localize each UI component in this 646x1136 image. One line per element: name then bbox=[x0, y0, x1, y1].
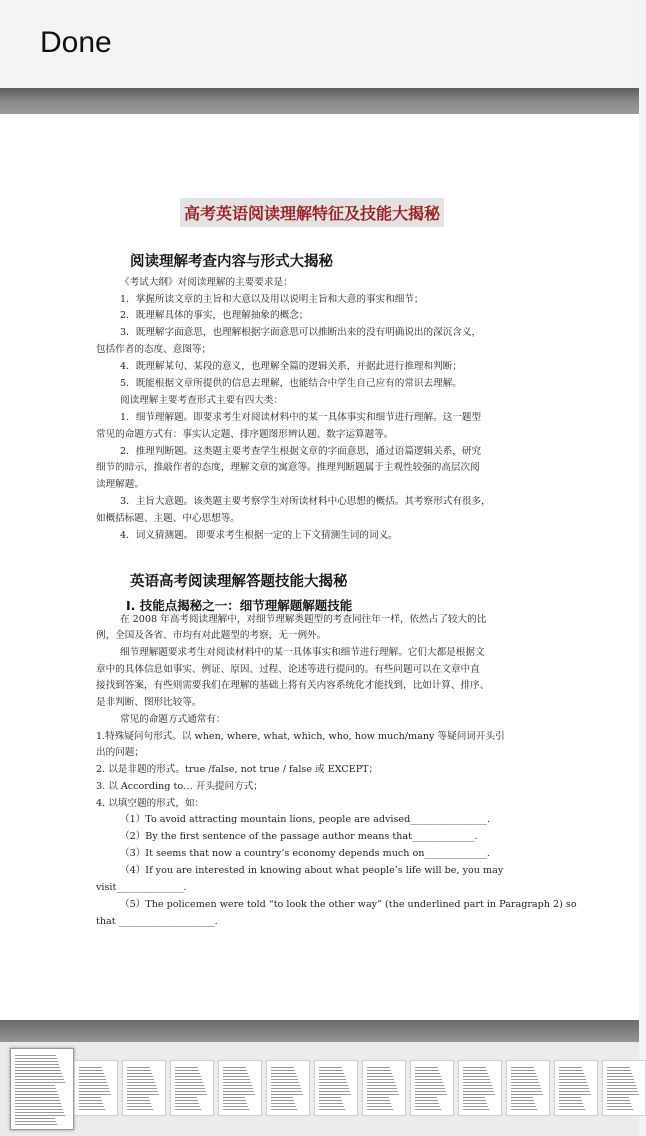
page-thumbnail[interactable] bbox=[410, 1060, 454, 1116]
section2-line: （1）To avoid attracting mountain lions, people are advised________________. bbox=[120, 814, 491, 825]
top-toolbar-shadow bbox=[0, 88, 639, 114]
section1-line: 3．主旨大意题。该类题主要考察学生对所读材料中心思想的概括。其考察形式有很多， bbox=[120, 496, 491, 507]
section2-line: 细节理解题要求考生对阅读材料中的某一具体事实和细节进行理解。它们大都是根据文 bbox=[120, 647, 485, 658]
section1-line: 4．词义猜测题。 即要求考生根据一定的上下文猜测生词的词义。 bbox=[120, 530, 398, 541]
page-thumbnail[interactable] bbox=[362, 1060, 406, 1116]
section2-line: that ____________________. bbox=[96, 916, 218, 927]
section2-line: 例，全国及各省、市均有对此题型的考察，无一例外。 bbox=[96, 630, 327, 641]
section2-line: 出的问题； bbox=[96, 747, 144, 758]
navigation-bar bbox=[0, 0, 639, 88]
section-heading-skills: 英语高考阅读理解答题技能大揭秘 bbox=[130, 574, 348, 590]
section2-line: 章中的具体信息如事实、例证、原因、过程、论述等进行提问的。有些问题可以在文章中直 bbox=[96, 664, 480, 675]
page-thumbnail[interactable] bbox=[266, 1060, 310, 1116]
section1-line: 5．既能根据文章所提供的信息去理解，也能结合中学生自己应有的常识去理解。 bbox=[120, 378, 462, 389]
section1-line: 3．既理解字面意思，也理解根据字面意思可以推断出来的没有明确说出的深沉含义， bbox=[120, 327, 482, 338]
document-title: 高考英语阅读理解特征及技能大揭秘 bbox=[180, 198, 444, 227]
section1-line: 阅读理解主要考查形式主要有四大类： bbox=[120, 395, 284, 406]
section2-line: 常见的命题方式通常有： bbox=[120, 714, 226, 725]
page-thumbnail[interactable] bbox=[170, 1060, 214, 1116]
section2-line: 4. 以填空题的形式，如： bbox=[96, 798, 205, 809]
section1-line: 2．既理解具体的事实，也理解抽象的概念； bbox=[120, 310, 309, 321]
page-thumbnail[interactable] bbox=[314, 1060, 358, 1116]
section2-line: （3）It seems that now a country’s economy depends much on_____________. bbox=[120, 848, 490, 859]
section1-line: 2．推理判断题。这类题主要考查学生根据文章的字面意思，通过语篇逻辑关系，研究 bbox=[120, 446, 482, 457]
section2-line: 在 2008 年高考阅读理解中，对细节理解类题型的考查同往年一样，依然占了较大的比 bbox=[120, 614, 487, 625]
section2-line: （2）By the first sentence of the passage author means that_____________. bbox=[120, 831, 478, 842]
bottom-toolbar-shadow bbox=[0, 1020, 639, 1042]
page-thumbnail[interactable] bbox=[10, 1048, 74, 1130]
section2-line: 是非判断、图形比较等。 bbox=[96, 697, 202, 708]
section2-line: 1.特殊疑问句形式。以 when, where, what, which, who, how much/many 等疑问词开头引 bbox=[96, 731, 505, 742]
page-thumbnail[interactable] bbox=[602, 1060, 646, 1116]
section2-line: （5）The policemen were told “to look the other way” (the underlined part in Paragraph 2) so bbox=[120, 899, 577, 910]
section1-line: 1．掌握所读文章的主旨和大意以及用以说明主旨和大意的事实和细节； bbox=[120, 294, 424, 305]
page-thumbnail[interactable] bbox=[458, 1060, 502, 1116]
section1-line: 常见的命题方式有：事实认定题、排序题图形辨认题、数字运算题等。 bbox=[96, 429, 394, 440]
thumbnail-strip[interactable] bbox=[0, 1042, 639, 1136]
section-heading-content-form: 阅读理解考查内容与形式大揭秘 bbox=[130, 254, 333, 270]
section1-line: 读理解题。 bbox=[96, 479, 144, 490]
page-thumbnail[interactable] bbox=[218, 1060, 262, 1116]
section1-line: 包括作者的态度、意图等； bbox=[96, 344, 212, 355]
section2-line: 2. 以是非题的形式。true /false, not true / false 或 EXCEPT； bbox=[96, 764, 379, 775]
page-thumbnail[interactable] bbox=[506, 1060, 550, 1116]
done-button[interactable]: Done bbox=[40, 26, 112, 59]
section1-line: 如概括标题、主题、中心思想等。 bbox=[96, 513, 240, 524]
subheading-detail-skills: I. 技能点揭秘之一：细节理解题解题技能 bbox=[126, 598, 353, 613]
section1-line: 细节的暗示，推敲作者的态度，理解文章的寓意等。推理判断题属于主观性较强的高层次阅 bbox=[96, 462, 480, 473]
section2-line: visit______________. bbox=[96, 882, 187, 893]
document-page[interactable] bbox=[0, 114, 639, 1020]
page-thumbnail[interactable] bbox=[74, 1060, 118, 1116]
page-thumbnail[interactable] bbox=[554, 1060, 598, 1116]
section2-line: 3. 以 According to… 开头提问方式； bbox=[96, 781, 263, 792]
page-thumbnail[interactable] bbox=[122, 1060, 166, 1116]
section1-line: 1．细节理解题。即要求考生对阅读材料中的某一具体事实和细节进行理解。这一题型 bbox=[120, 412, 482, 423]
section1-line: 4．既理解某句、某段的意义，也理解全篇的逻辑关系，并据此进行推理和判断； bbox=[120, 361, 462, 372]
section2-line: 接找到答案，有些则需要我们在理解的基础上将有关内容系统化才能找到，比如计算、排序、 bbox=[96, 680, 490, 691]
section2-line: （4）If you are interested in knowing about what people’s life will be, you may bbox=[120, 865, 504, 876]
section1-line: 《考试大纲》对阅读理解的主要要求是： bbox=[120, 277, 293, 288]
